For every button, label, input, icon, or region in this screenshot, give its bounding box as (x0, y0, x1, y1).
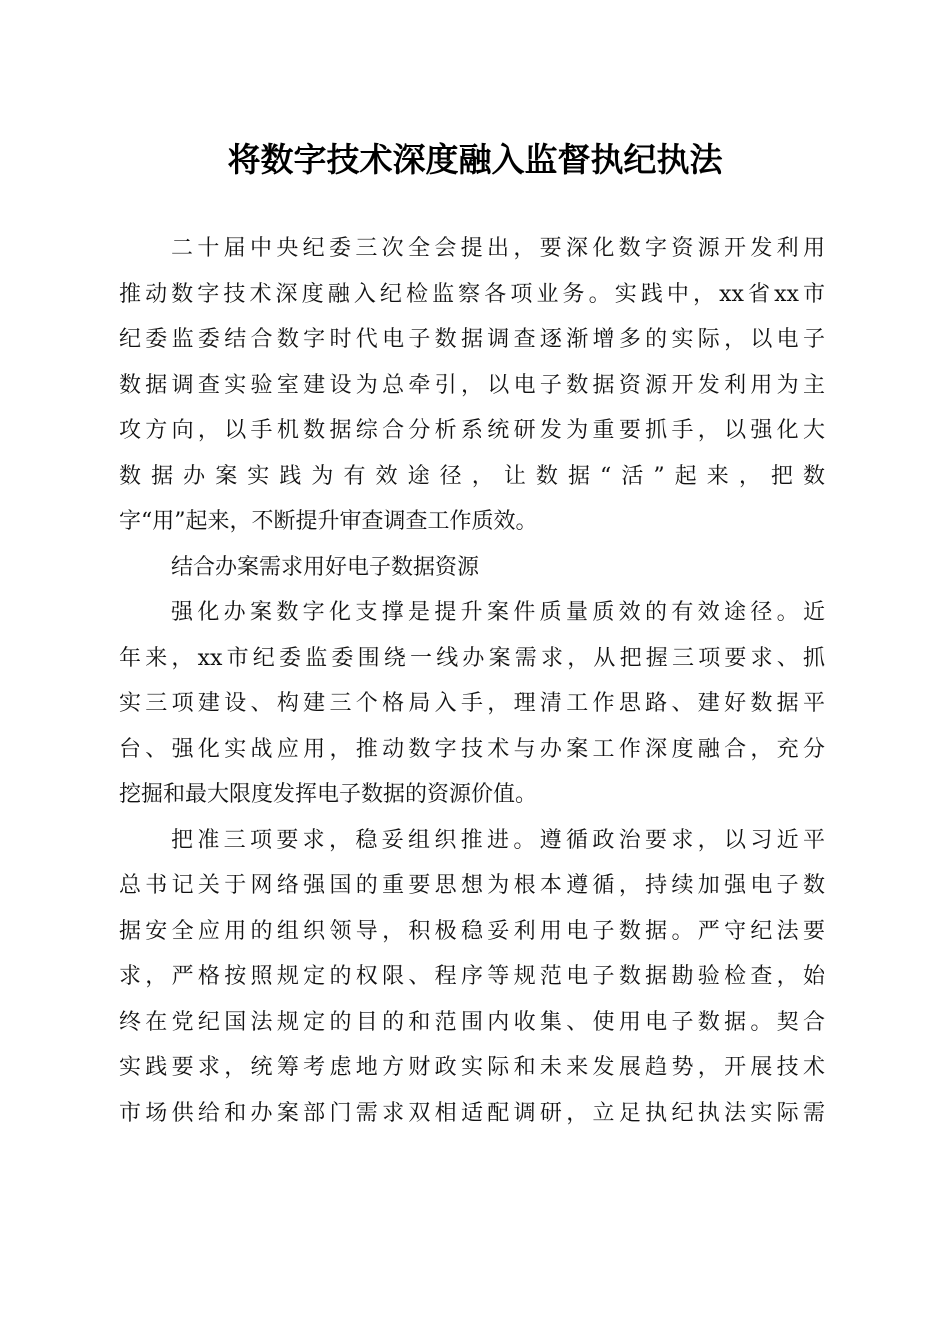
paragraph-line: 实三项建设、构建三个格局入手，理清工作思路、建好数据平 (119, 691, 825, 716)
paragraph-line: 推动数字技术深度融入纪检监察各项业务。实践中，xx省xx市 (119, 281, 825, 307)
document-body (119, 226, 825, 1136)
paragraph-line: 数据办案实践为有效途径，让数据“活”起来，把数 (119, 463, 825, 489)
paragraph-line: 二十届中央纪委三次全会提出，要深化数字资源开发利用 (171, 236, 825, 261)
paragraph-line: 强化办案数字化支撑是提升案件质量质效的有效途径。近 (171, 600, 825, 625)
paragraph-line: 年来，xx市纪委监委围绕一线办案需求，从把握三项要求、抓 (119, 645, 825, 671)
paragraph-line: 总书记关于网络强国的重要思想为根本遵循，持续加强电子数 (119, 873, 825, 898)
paragraph-line: 市场供给和办案部门需求双相适配调研，立足执纪执法实际需 (119, 1100, 825, 1126)
paragraph-line: 求，严格按照规定的权限、程序等规范电子数据勘验检查，始 (119, 964, 825, 989)
paragraph-line: 数据调查实验室建设为总牵引，以电子数据资源开发利用为主 (119, 372, 825, 398)
paragraph-line: 攻方向，以手机数据综合分析系统研发为重要抓手，以强化大 (119, 418, 825, 443)
section-heading: 结合办案需求用好电子数据资源 (171, 554, 480, 580)
paragraph-line: 终在党纪国法规定的目的和范围内收集、使用电子数据。契合 (119, 1009, 825, 1035)
paragraph-line: 挖掘和最大限度发挥电子数据的资源价值。 (119, 782, 538, 807)
paragraph-line: 纪委监委结合数字时代电子数据调查逐渐增多的实际，以电子 (119, 327, 825, 352)
paragraph-line: 台、强化实战应用，推动数字技术与办案工作深度融合，充分 (119, 736, 825, 762)
paragraph-line: 字“用”起来，不断提升审查调查工作质效。 (119, 509, 538, 534)
paragraph-line: 实践要求，统筹考虑地方财政实际和未来发展趋势，开展技术 (119, 1055, 825, 1080)
document-title: 将数字技术深度融入监督执纪执法 (227, 140, 723, 179)
paragraph-line: 把准三项要求，稳妥组织推进。遵循政治要求，以习近平 (171, 827, 825, 853)
paragraph-line: 据安全应用的组织领导，积极稳妥利用电子数据。严守纪法要 (119, 918, 825, 944)
